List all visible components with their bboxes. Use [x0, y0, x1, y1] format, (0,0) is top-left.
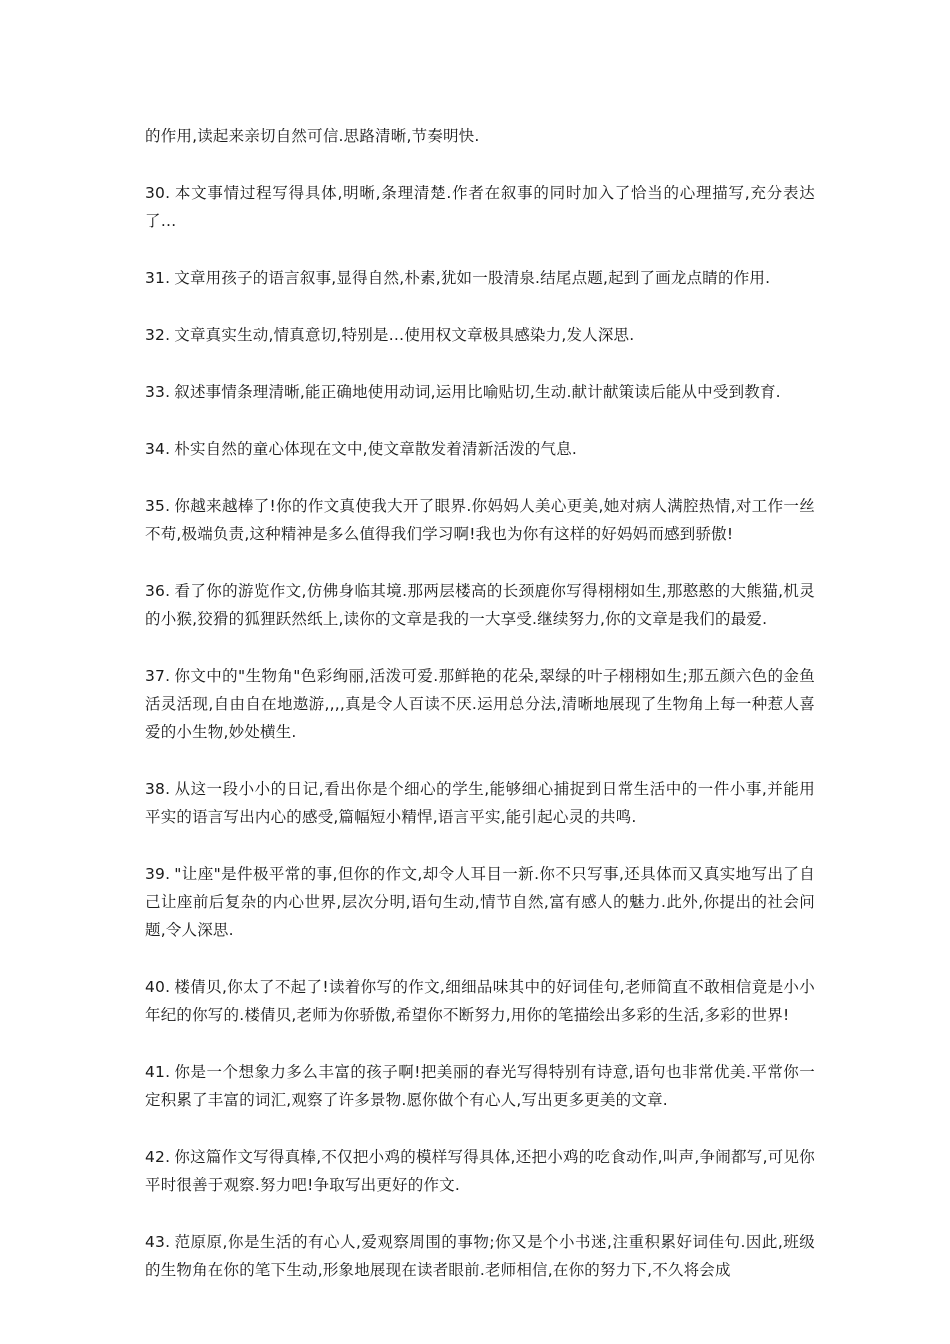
paragraph-number: 40. — [145, 978, 171, 996]
comment-paragraph — [145, 492, 815, 548]
paragraph-text: 朴实自然的童心体现在文中,使文章散发着清新活泼的气息. — [174, 440, 578, 458]
paragraph-number: 41. — [145, 1063, 171, 1081]
comment-paragraph — [145, 378, 815, 406]
paragraph-number: 33. — [145, 383, 171, 401]
comment-paragraph — [145, 435, 815, 463]
comment-paragraph — [145, 1228, 815, 1284]
paragraph-text: 你这篇作文写得真棒,不仅把小鸡的模样写得具体,还把小鸡的吃食动作,叫声,争闹都写,可见你平时很善于观察.努力吧!争取写出更好的作文. — [145, 1148, 815, 1194]
comment-paragraph — [145, 577, 815, 633]
comment-paragraph — [145, 1058, 815, 1114]
comment-paragraph — [145, 321, 815, 349]
paragraph-text: 楼倩贝,你太了不起了!读着你写的作文,细细品味其中的好词佳句,老师简直不敢相信竟是小小年纪的你写的.楼倩贝,老师为你骄傲,希望你不断努力,用你的笔描绘出多彩的生活,多彩的世界! — [145, 978, 815, 1024]
paragraph-text: 看了你的游览作文,仿佛身临其境.那两层楼高的长颈鹿你写得栩栩如生,那憨憨的大熊猫,机灵的小猴,狡猾的狐狸跃然纸上,读你的文章是我的一大享受.继续努力,你的文章是我们的最爱. — [145, 582, 815, 628]
paragraph-number: 32. — [145, 326, 171, 344]
comment-paragraph — [145, 264, 815, 292]
paragraph-number: 43. — [145, 1233, 171, 1251]
paragraph-number: 35. — [145, 497, 171, 515]
paragraph-text: 文章用孩子的语言叙事,显得自然,朴素,犹如一股清泉.结尾点题,起到了画龙点睛的作用. — [174, 269, 771, 287]
comment-paragraph — [145, 1143, 815, 1199]
paragraph-text: 从这一段小小的日记,看出你是个细心的学生,能够细心捕捉到日常生活中的一件小事,并能用平实的语言写出内心的感受,篇幅短小精悍,语言平实,能引起心灵的共鸣. — [145, 780, 815, 826]
paragraph-number: 31. — [145, 269, 171, 287]
paragraph-number: 38. — [145, 780, 171, 798]
paragraph-number: 39. — [145, 865, 171, 883]
comment-paragraph — [145, 179, 815, 235]
paragraph-number: 34. — [145, 440, 171, 458]
paragraph-text: 叙述事情条理清晰,能正确地使用动词,运用比喻贴切,生动.献计献策读后能从中受到教育. — [174, 383, 781, 401]
paragraph-text: 你越来越棒了!你的作文真使我大开了眼界.你妈妈人美心更美,她对病人满腔热情,对工作一丝不苟,极端负责,这种精神是多么值得我们学习啊!我也为你有这样的好妈妈而感到骄傲! — [145, 497, 815, 543]
document-page — [145, 122, 815, 1313]
comment-paragraph — [145, 775, 815, 831]
comment-paragraph — [145, 973, 815, 1029]
paragraph-text: 范原原,你是生活的有心人,爱观察周围的事物;你又是个小书迷,注重积累好词佳句.因此,班级的生物角在你的笔下生动,形象地展现在读者眼前.老师相信,在你的努力下,不久将会成 — [145, 1233, 815, 1279]
paragraph-continuation — [145, 122, 815, 150]
paragraph-text: "让座"是件极平常的事,但你的作文,却令人耳目一新.你不只写事,还具体而又真实地写出了自己让座前后复杂的内心世界,层次分明,语句生动,情节自然,富有感人的魅力.此外,你提出的社会问题,令人深思. — [145, 865, 815, 939]
comment-paragraph — [145, 662, 815, 746]
paragraph-number: 37. — [145, 667, 171, 685]
paragraph-number: 42. — [145, 1148, 171, 1166]
paragraph-text: 你文中的"生物角"色彩绚丽,活泼可爱.那鲜艳的花朵,翠绿的叶子栩栩如生;那五颜六色的金鱼活灵活现,自由自在地遨游,,,,真是令人百读不厌.运用总分法,清晰地展现了生物角上每一种惹人喜爱的小生物,妙处横生. — [145, 667, 815, 741]
paragraph-number: 30. — [145, 184, 171, 202]
paragraph-text: 你是一个想象力多么丰富的孩子啊!把美丽的春光写得特别有诗意,语句也非常优美.平常你一定积累了丰富的词汇,观察了许多景物.愿你做个有心人,写出更多更美的文章. — [145, 1063, 815, 1109]
comment-paragraph — [145, 860, 815, 944]
paragraph-text: 本文事情过程写得具体,明晰,条理清楚.作者在叙事的同时加入了恰当的心理描写,充分表达了… — [145, 184, 815, 230]
paragraph-text: 文章真实生动,情真意切,特别是…使用权文章极具感染力,发人深思. — [174, 326, 635, 344]
paragraph-text: 的作用,读起来亲切自然可信.思路清晰,节奏明快. — [145, 127, 480, 145]
paragraph-number: 36. — [145, 582, 171, 600]
